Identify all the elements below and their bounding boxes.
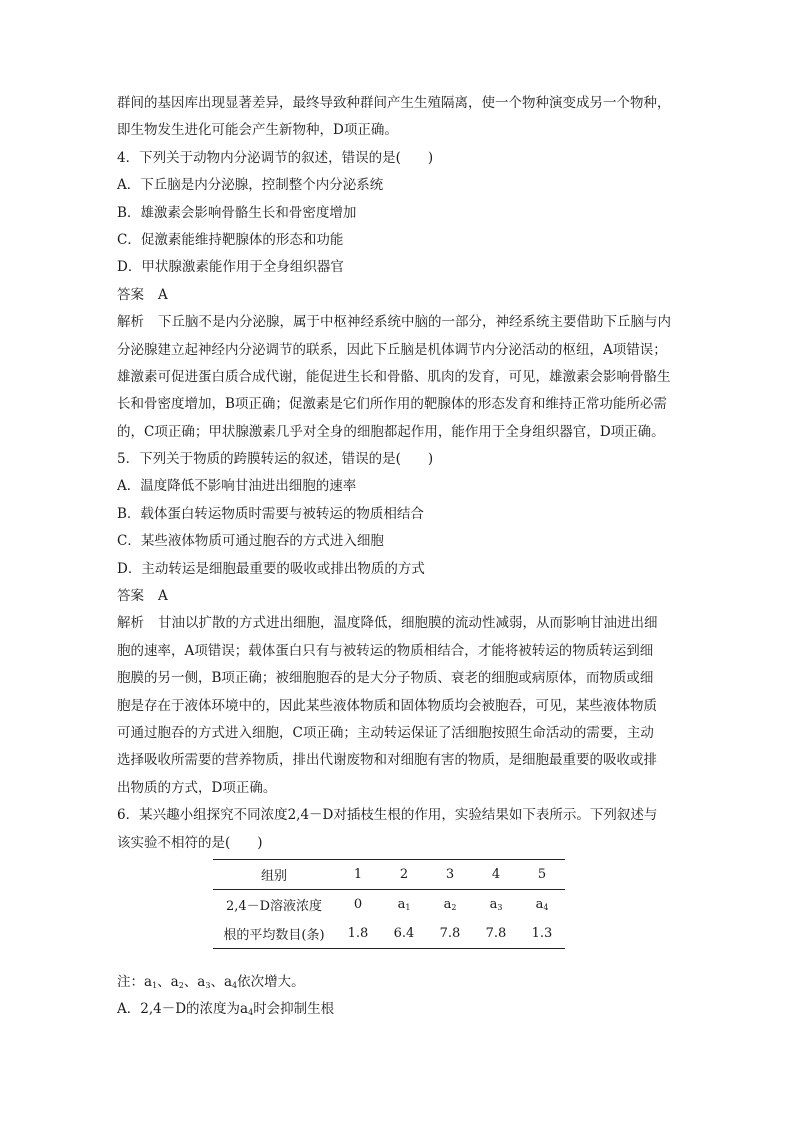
table-cell: $a_4$ (535, 896, 549, 912)
table-cell: 6.4 (381, 919, 427, 949)
q4-option-c: C．促激素能维持靶腺体的形态和功能 (117, 231, 344, 248)
q4-analysis-line-4: 长和骨密度增加，B项正确；促激素是它们所作用的靶腺体的形态发育和维持正常功能所必需 (117, 396, 667, 413)
table-cell: $a_3$ (489, 896, 503, 912)
q4-analysis-line-5: 的，C项正确；甲状腺激素几乎对全身的细胞都起作用，能作用于全身组织器官，D项正确。 (117, 423, 665, 440)
q5-answer-label: 答案 (117, 588, 144, 605)
table-row-label: 根的平均数目(条) (213, 919, 335, 949)
q4-analysis-text: 下丘脑不是内分泌腺，属于中枢神经系统中脑的一部分，神经系统主要借助下丘脑与内 (158, 314, 671, 331)
results-table (213, 859, 565, 949)
q5-answer (117, 583, 682, 610)
table-note: 注：$a_1$、$a_2$、$a_3$、$a_4$依次增大。 (117, 973, 305, 990)
q5-analysis-line-7: 出物质的方式，D项正确。 (117, 779, 277, 796)
q5-stem: 5．下列关于物质的跨膜转运的叙述，错误的是( ) (117, 451, 434, 468)
table-cell: 1.8 (335, 919, 381, 949)
q5-analysis-line-1 (117, 610, 682, 637)
table-row (213, 919, 565, 949)
q5-option-c: C．某些液体物质可通过胞吞的方式进入细胞 (117, 533, 384, 550)
table-cell: 0 (353, 896, 363, 912)
q4-answer (117, 282, 682, 309)
q5-analysis-text: 甘油以扩散的方式进出细胞，温度降低，细胞膜的流动性减弱，从而影响甘油进出细 (158, 615, 658, 632)
table-cell: 7.8 (427, 919, 473, 949)
table-row-label: 2,4－D溶液浓度 (225, 898, 323, 914)
q5-answer-value: A (158, 588, 168, 605)
table-cell: $a_1$ (397, 896, 411, 912)
q4-stem: 4．下列关于动物内分泌调节的叙述，错误的是( ) (117, 149, 434, 166)
q6-stem-line-2: 该实验不相符的是( ) (117, 834, 263, 851)
q5-analysis-line-5: 可通过胞吞的方式进入细胞，C项正确；主动转运保证了活细胞按照生命活动的需要，主动 (117, 724, 654, 741)
q4-answer-value: A (158, 286, 168, 303)
q6-option-a: A．2,4－D的浓度为$a_4$时会抑制生根 (117, 1001, 335, 1018)
q4-answer-label: 答案 (117, 286, 144, 303)
q5-analysis-line-2: 胞的速率，A项错误；载体蛋白只有与被转运的物质相结合，才能将被转运的物质转运到细 (117, 642, 654, 659)
q4-analysis-label: 解析 (117, 314, 144, 331)
q6-stem-line-1: 6．某兴趣小组探究不同浓度2,4－D对插枝生根的作用，实验结果如下表所示。下列叙述与 (117, 807, 658, 824)
q4-option-a: A．下丘脑是内分泌腺，控制整个内分泌系统 (117, 177, 384, 194)
table-cell: 7.8 (473, 919, 519, 949)
table-header-cell: 5 (519, 859, 565, 889)
table-header-row (213, 859, 565, 889)
q5-analysis-label: 解析 (117, 615, 144, 632)
table-header-cell: 2 (381, 859, 427, 889)
q4-option-b: B．雄激素会影响骨骼生长和骨密度增加 (117, 204, 357, 221)
table-row (213, 889, 565, 919)
q5-analysis-line-3: 胞膜的另一侧，B项正确；被细胞胞吞的是大分子物质、衰老的细胞或病原体，而物质或细 (117, 670, 654, 687)
table-cell: 1.3 (519, 919, 565, 949)
q5-option-d: D．主动转运是细胞最重要的吸收或排出物质的方式 (117, 560, 425, 577)
table-cell: $a_2$ (443, 896, 457, 912)
table-header-cell: 3 (427, 859, 473, 889)
prev-analysis-line-2: 即生物发生进化可能会产生新物种，D项正确。 (117, 122, 398, 139)
q5-analysis-line-6: 选择吸收所需要的营养物质，排出代谢废物和对细胞有害的物质，是细胞最重要的吸收或排 (117, 752, 657, 769)
q5-analysis-line-4: 胞是存在于液体环境中的，因此某些液体物质和固体物质均会被胞吞，可见，某些液体物质 (117, 697, 657, 714)
q5-option-a: A．温度降低不影响甘油进出细胞的速率 (117, 478, 357, 495)
table-header-cell: 1 (335, 859, 381, 889)
document-page (117, 90, 682, 1024)
table-header-cell: 组别 (213, 859, 335, 889)
prev-analysis-line-1: 群间的基因库出现显著差异，最终导致种群间产生生殖隔离，使一个物种演变成另一个物种， (117, 95, 671, 111)
table-header-cell: 4 (473, 859, 519, 889)
q4-analysis-line-1 (117, 309, 682, 336)
q5-option-b: B．载体蛋白转运物质时需要与被转运的物质相结合 (117, 505, 424, 522)
q4-analysis-line-3: 雄激素可促进蛋白质合成代谢，能促进生长和骨骼、肌肉的发育，可见，雄激素会影响骨骼生 (117, 368, 671, 385)
q4-analysis-line-2: 分泌腺建立起神经内分泌调节的联系，因此下丘脑是机体调节内分泌活动的枢纽，A项错误； (117, 341, 667, 358)
q4-option-d: D．甲状腺激素能作用于全身组织器官 (117, 259, 344, 276)
